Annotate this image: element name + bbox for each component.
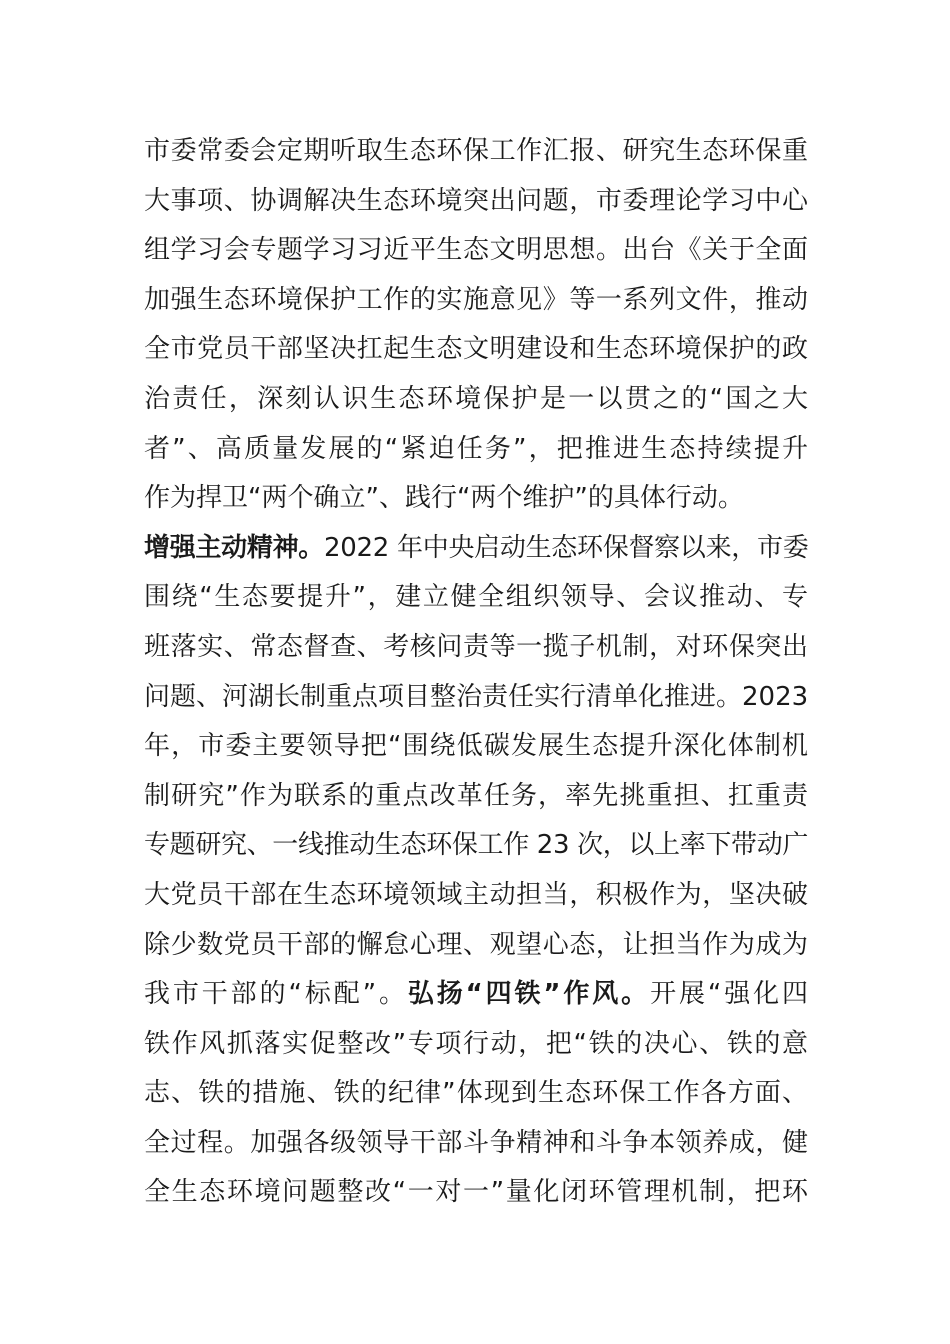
paragraph-text: 志、铁的措施、铁的纪律”体现到生态环保工作各方面、: [144, 1078, 808, 1109]
paragraph-text: 开展“强化四: [650, 979, 808, 1010]
paragraph-text: 市委常委会定期听取生态环保工作汇报、研究生态环保重: [144, 136, 808, 166]
text-line: [144, 524, 808, 574]
text-line: [144, 970, 808, 1020]
paragraph-text: 大党员干部在生态环境领域主动担当，积极作为，坚决破: [144, 879, 808, 910]
paragraph-text: 班落实、常态督查、考核问责等一揽子机制，对环保突出: [144, 631, 808, 662]
paragraph-text: 围绕“生态要提升”，建立健全组织领导、会议推动、专: [144, 582, 808, 613]
paragraph-text: 2022 年中央启动生态环保督察以来，市委: [324, 532, 809, 563]
bold-heading-text: 弘扬“四铁”作风。: [407, 979, 651, 1010]
paragraph-text: 制研究”作为联系的重点改革任务，率先挑重担、扛重责: [144, 780, 808, 811]
paragraph-text: 作为捍卫“两个确立”、践行“两个维护”的具体行动。: [144, 483, 744, 514]
paragraph-text: 我市干部的“标配”。: [144, 979, 408, 1010]
text-line: [144, 325, 808, 375]
paragraph-text: 组学习会专题学习习近平生态文明思想。出台《关于全面: [144, 235, 808, 266]
text-line: [144, 722, 808, 772]
text-line: [144, 127, 808, 177]
body-text: [144, 127, 808, 1218]
text-line: [144, 1119, 808, 1169]
paragraph-text: 专题研究、一线推动生态环保工作 23 次，以上率下带动广: [144, 830, 808, 861]
paragraph-text: 全市党员干部坚决扛起生态文明建设和生态环境保护的政: [144, 334, 808, 365]
text-line: [144, 573, 808, 623]
bold-heading-text: 增强主动精神。: [144, 532, 325, 563]
paragraph-text: 治责任，深刻认识生态环境保护是一以贯之的“国之大: [144, 383, 808, 414]
text-line: [144, 871, 808, 921]
paragraph-text: 铁作风抓落实促整改”专项行动，把“铁的决心、铁的意: [144, 1028, 808, 1059]
paragraph-text: 除少数党员干部的懈怠心理、观望心态，让担当作为成为: [144, 929, 808, 960]
text-line: [144, 821, 808, 871]
text-line: [144, 425, 808, 475]
text-line: [144, 1020, 808, 1070]
paragraph-text: 大事项、协调解决生态环境突出问题，市委理论学习中心: [144, 185, 808, 216]
text-line: [144, 772, 808, 822]
paragraph-text: 者”、高质量发展的“紧迫任务”，把推进生态持续提升: [144, 433, 808, 464]
paragraph-text: 全生态环境问题整改“一对一”量化闭环管理机制，把环: [144, 1177, 808, 1208]
text-line: [144, 226, 808, 276]
text-line: [144, 623, 808, 673]
text-line: [144, 921, 808, 971]
text-line: [144, 673, 808, 723]
paragraph-text: 年，市委主要领导把“围绕低碳发展生态提升深化体制机: [144, 731, 808, 762]
text-line: [144, 1069, 808, 1119]
text-line: [144, 375, 808, 425]
text-line: [144, 1168, 808, 1218]
text-line: [144, 177, 808, 227]
text-line: [144, 276, 808, 326]
paragraph-text: 问题、河湖长制重点项目整治责任实行清单化推进。2023: [144, 681, 809, 712]
paragraph-text: 加强生态环境保护工作的实施意见》等一系列文件，推动: [144, 284, 808, 315]
paragraph-text: 全过程。加强各级领导干部斗争精神和斗争本领养成，健: [144, 1127, 808, 1158]
text-line: [144, 474, 808, 524]
